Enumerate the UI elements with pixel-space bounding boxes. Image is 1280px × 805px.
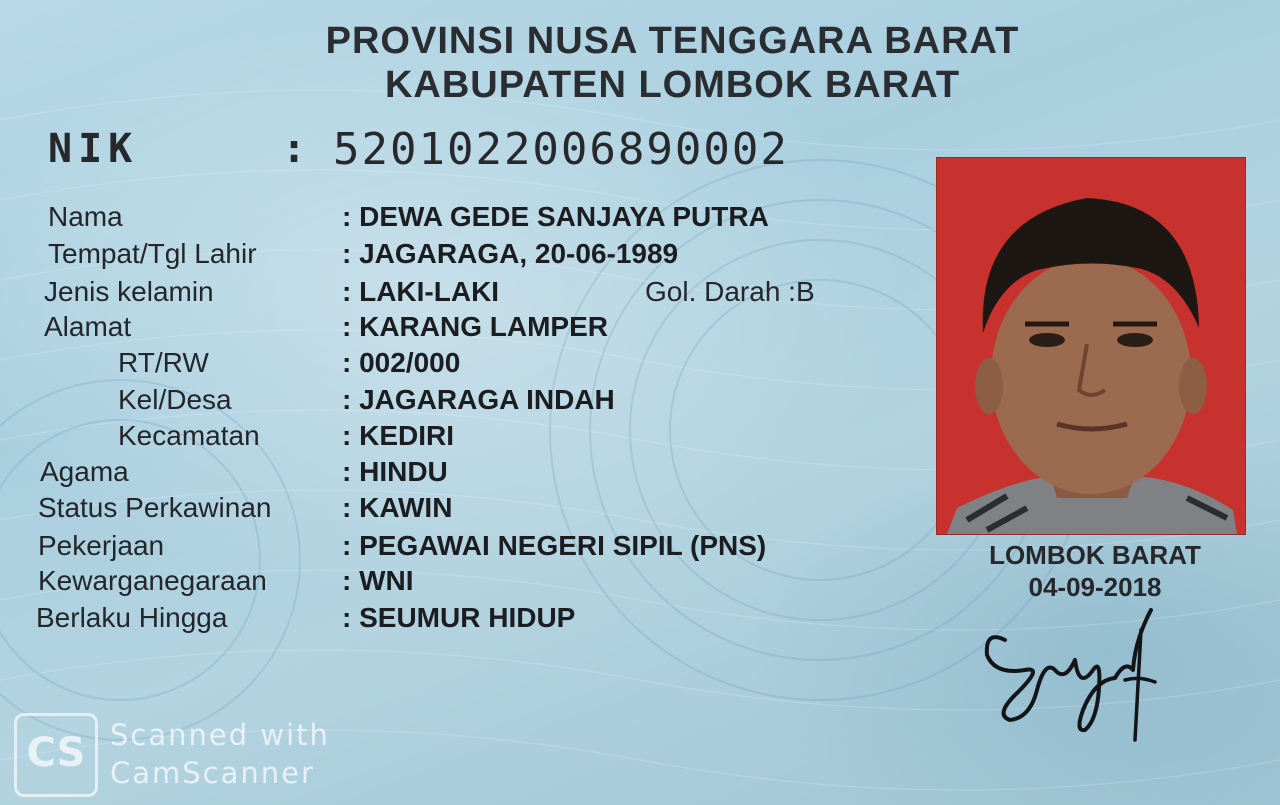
field-value: : JAGARAGA INDAH <box>342 384 615 415</box>
field-label: Kel/Desa <box>118 384 232 415</box>
field-value: : KEDIRI <box>342 420 454 451</box>
nik-colon: : <box>282 126 307 172</box>
field-value: : KAWIN <box>342 492 453 523</box>
field-value: : DEWA GEDE SANJAYA PUTRA <box>342 201 769 232</box>
province-title: PROVINSI NUSA TENGGARA BARAT <box>325 20 1020 62</box>
issue-date: 04-09-2018 <box>1028 572 1162 602</box>
field-label: Alamat <box>44 311 132 342</box>
portrait-photo-icon <box>937 158 1245 534</box>
field-label: Kewarganegaraan <box>38 565 267 596</box>
field-value: : 002/000 <box>342 347 461 378</box>
issue-place: LOMBOK BARAT <box>989 540 1201 570</box>
field-label: Jenis kelamin <box>44 276 214 307</box>
field-label: Agama <box>40 456 129 487</box>
field-label: RT/RW <box>118 347 209 378</box>
watermark-line-2: CamScanner <box>110 756 315 790</box>
field-label: Nama <box>48 201 123 232</box>
field-value: : PEGAWAI NEGERI SIPIL (PNS) <box>342 530 767 561</box>
field-label: Berlaku Hingga <box>36 602 228 633</box>
camscanner-logo-text: CS <box>26 730 86 776</box>
field-label: Tempat/Tgl Lahir <box>48 238 257 269</box>
camscanner-logo-icon <box>14 713 98 797</box>
field-label: Kecamatan <box>118 420 260 451</box>
signature-icon <box>975 600 1185 745</box>
blood-type: Gol. Darah :B <box>645 276 815 307</box>
field-value: : SEUMUR HIDUP <box>342 602 576 633</box>
regency-title: KABUPATEN LOMBOK BARAT <box>384 64 961 106</box>
nik-label: NIK <box>48 126 139 172</box>
field-value: : HINDU <box>342 456 448 487</box>
nik-number: 5201022006890002 <box>333 124 789 175</box>
field-value: : JAGARAGA, 20-06-1989 <box>342 238 679 269</box>
field-value: : WNI <box>342 565 414 596</box>
field-value: : LAKI-LAKI <box>342 276 500 307</box>
field-label: Pekerjaan <box>38 530 165 561</box>
watermark-line-1: Scanned with <box>110 718 330 752</box>
field-value: : KARANG LAMPER <box>342 311 608 342</box>
portrait-photo <box>936 157 1246 535</box>
field-label: Status Perkawinan <box>38 492 272 523</box>
